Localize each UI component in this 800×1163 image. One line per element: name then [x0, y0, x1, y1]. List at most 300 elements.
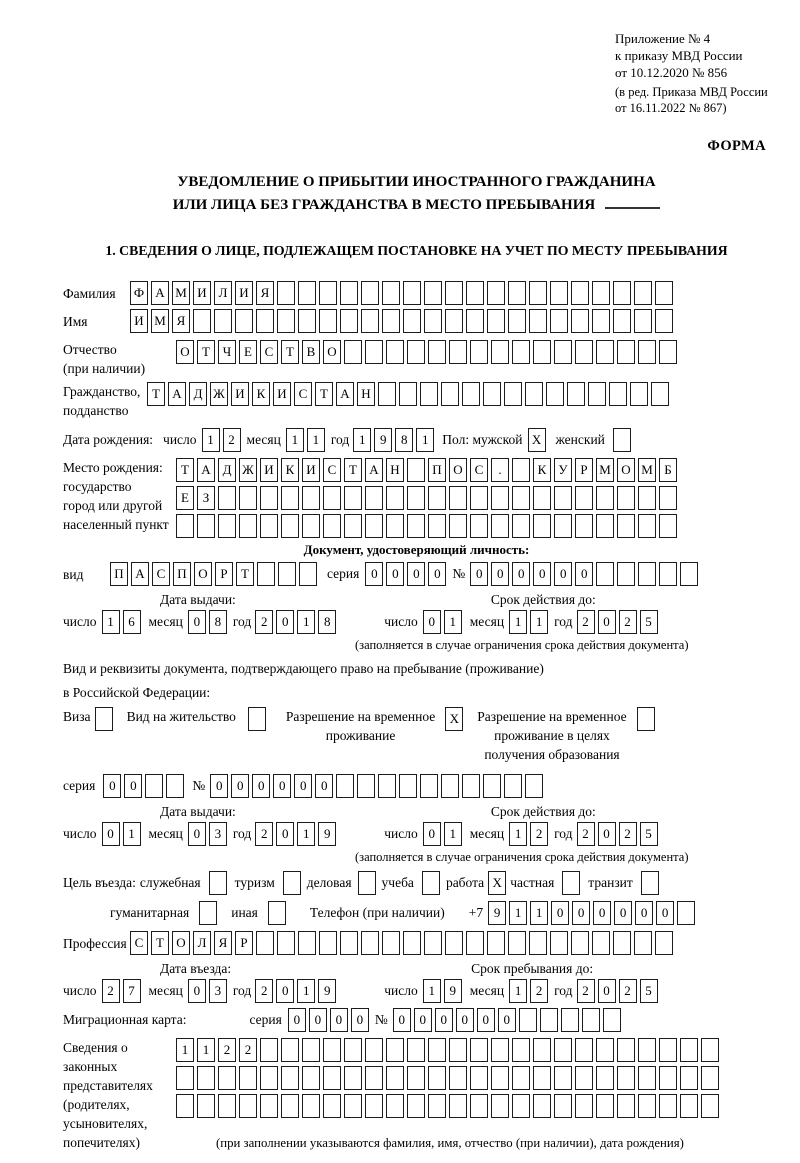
- char-cell[interactable]: [512, 340, 530, 364]
- char-cell[interactable]: 2: [530, 979, 548, 1003]
- char-cell[interactable]: [298, 309, 316, 333]
- char-cell[interactable]: Р: [215, 562, 233, 586]
- char-cell[interactable]: [407, 1038, 425, 1062]
- char-cell[interactable]: 2: [218, 1038, 236, 1062]
- char-cell[interactable]: [449, 1066, 467, 1090]
- char-cell[interactable]: 1: [297, 979, 315, 1003]
- char-cell[interactable]: [659, 486, 677, 510]
- char-cell[interactable]: Н: [357, 382, 375, 406]
- char-cell[interactable]: 1: [444, 822, 462, 846]
- char-cell[interactable]: [344, 340, 362, 364]
- char-cell[interactable]: 0: [273, 774, 291, 798]
- char-cell[interactable]: [634, 281, 652, 305]
- char-cell[interactable]: [561, 1008, 579, 1032]
- char-cell[interactable]: [655, 309, 673, 333]
- char-cell[interactable]: [299, 562, 317, 586]
- char-cell[interactable]: [403, 281, 421, 305]
- char-cell[interactable]: [504, 382, 522, 406]
- char-cell[interactable]: 0: [598, 979, 616, 1003]
- char-cell[interactable]: Ч: [218, 340, 236, 364]
- char-cell[interactable]: [302, 1038, 320, 1062]
- char-cell[interactable]: [638, 562, 656, 586]
- char-cell[interactable]: [659, 514, 677, 538]
- char-cell[interactable]: [302, 486, 320, 510]
- char-cell[interactable]: [466, 309, 484, 333]
- char-cell[interactable]: [361, 931, 379, 955]
- char-cell[interactable]: П: [110, 562, 128, 586]
- char-cell[interactable]: 3: [209, 822, 227, 846]
- char-cell[interactable]: 2: [577, 610, 595, 634]
- char-cell[interactable]: [470, 486, 488, 510]
- char-cell[interactable]: С: [294, 382, 312, 406]
- char-cell[interactable]: [508, 309, 526, 333]
- char-cell[interactable]: [218, 1066, 236, 1090]
- char-cell[interactable]: 5: [640, 979, 658, 1003]
- char-cell[interactable]: [582, 1008, 600, 1032]
- char-cell[interactable]: 1: [297, 610, 315, 634]
- char-cell[interactable]: 0: [315, 774, 333, 798]
- char-cell[interactable]: [613, 931, 631, 955]
- char-cell[interactable]: [235, 309, 253, 333]
- char-cell[interactable]: Р: [575, 458, 593, 482]
- char-cell[interactable]: А: [168, 382, 186, 406]
- char-cell[interactable]: [466, 281, 484, 305]
- char-cell[interactable]: 0: [102, 822, 120, 846]
- char-cell[interactable]: [344, 1038, 362, 1062]
- char-cell[interactable]: [512, 514, 530, 538]
- char-cell[interactable]: 0: [533, 562, 551, 586]
- char-cell[interactable]: 0: [188, 979, 206, 1003]
- char-cell[interactable]: [260, 486, 278, 510]
- char-cell[interactable]: Л: [193, 931, 211, 955]
- char-cell[interactable]: [525, 382, 543, 406]
- char-cell[interactable]: [504, 774, 522, 798]
- checkbox-transit[interactable]: [641, 871, 659, 895]
- char-cell[interactable]: [166, 774, 184, 798]
- char-cell[interactable]: 0: [428, 562, 446, 586]
- char-cell[interactable]: 0: [210, 774, 228, 798]
- char-cell[interactable]: [428, 1038, 446, 1062]
- char-cell[interactable]: [540, 1008, 558, 1032]
- char-cell[interactable]: [407, 1094, 425, 1118]
- char-cell[interactable]: [596, 1094, 614, 1118]
- char-cell[interactable]: [613, 309, 631, 333]
- char-cell[interactable]: [512, 458, 530, 482]
- char-cell[interactable]: [403, 309, 421, 333]
- char-cell[interactable]: [550, 309, 568, 333]
- char-cell[interactable]: А: [151, 281, 169, 305]
- char-cell[interactable]: 2: [255, 822, 273, 846]
- char-cell[interactable]: [508, 931, 526, 955]
- char-cell[interactable]: [529, 281, 547, 305]
- char-cell[interactable]: [382, 281, 400, 305]
- char-cell[interactable]: [365, 514, 383, 538]
- char-cell[interactable]: [176, 1094, 194, 1118]
- char-cell[interactable]: [344, 514, 362, 538]
- char-cell[interactable]: О: [176, 340, 194, 364]
- char-cell[interactable]: Л: [214, 281, 232, 305]
- char-cell[interactable]: [596, 340, 614, 364]
- char-cell[interactable]: [554, 340, 572, 364]
- char-cell[interactable]: 1: [202, 428, 220, 452]
- char-cell[interactable]: 0: [470, 562, 488, 586]
- char-cell[interactable]: 1: [509, 822, 527, 846]
- char-cell[interactable]: [239, 1094, 257, 1118]
- char-cell[interactable]: [445, 931, 463, 955]
- char-cell[interactable]: [428, 340, 446, 364]
- char-cell[interactable]: [399, 774, 417, 798]
- char-cell[interactable]: [680, 1094, 698, 1118]
- char-cell[interactable]: [470, 514, 488, 538]
- char-cell[interactable]: [378, 774, 396, 798]
- char-cell[interactable]: [651, 382, 669, 406]
- char-cell[interactable]: 0: [614, 901, 632, 925]
- char-cell[interactable]: 2: [255, 979, 273, 1003]
- char-cell[interactable]: [260, 1066, 278, 1090]
- char-cell[interactable]: 1: [286, 428, 304, 452]
- char-cell[interactable]: [529, 931, 547, 955]
- checkbox-visa[interactable]: [95, 707, 113, 731]
- char-cell[interactable]: [630, 382, 648, 406]
- char-cell[interactable]: [638, 340, 656, 364]
- char-cell[interactable]: О: [449, 458, 467, 482]
- char-cell[interactable]: 8: [395, 428, 413, 452]
- char-cell[interactable]: [260, 514, 278, 538]
- char-cell[interactable]: [281, 1038, 299, 1062]
- char-cell[interactable]: М: [172, 281, 190, 305]
- char-cell[interactable]: [386, 514, 404, 538]
- char-cell[interactable]: [470, 1038, 488, 1062]
- char-cell[interactable]: [365, 340, 383, 364]
- char-cell[interactable]: 5: [640, 822, 658, 846]
- char-cell[interactable]: 2: [619, 822, 637, 846]
- char-cell[interactable]: 2: [102, 979, 120, 1003]
- checkbox-humanitarian[interactable]: [199, 901, 217, 925]
- char-cell[interactable]: 0: [572, 901, 590, 925]
- char-cell[interactable]: 1: [530, 610, 548, 634]
- char-cell[interactable]: [449, 1038, 467, 1062]
- char-cell[interactable]: 8: [318, 610, 336, 634]
- char-cell[interactable]: 2: [577, 822, 595, 846]
- char-cell[interactable]: 1: [530, 901, 548, 925]
- char-cell[interactable]: 0: [188, 610, 206, 634]
- char-cell[interactable]: 0: [393, 1008, 411, 1032]
- char-cell[interactable]: [634, 931, 652, 955]
- char-cell[interactable]: [575, 340, 593, 364]
- char-cell[interactable]: [655, 281, 673, 305]
- char-cell[interactable]: 0: [365, 562, 383, 586]
- char-cell[interactable]: [365, 1094, 383, 1118]
- char-cell[interactable]: [508, 281, 526, 305]
- char-cell[interactable]: [554, 514, 572, 538]
- char-cell[interactable]: [449, 514, 467, 538]
- char-cell[interactable]: [554, 1066, 572, 1090]
- char-cell[interactable]: [386, 486, 404, 510]
- char-cell[interactable]: [617, 1094, 635, 1118]
- char-cell[interactable]: [428, 514, 446, 538]
- checkbox-private[interactable]: [562, 871, 580, 895]
- char-cell[interactable]: [592, 931, 610, 955]
- char-cell[interactable]: 1: [509, 901, 527, 925]
- char-cell[interactable]: И: [231, 382, 249, 406]
- char-cell[interactable]: [298, 281, 316, 305]
- char-cell[interactable]: 7: [123, 979, 141, 1003]
- char-cell[interactable]: [323, 1066, 341, 1090]
- char-cell[interactable]: 0: [288, 1008, 306, 1032]
- char-cell[interactable]: [386, 1066, 404, 1090]
- char-cell[interactable]: [441, 382, 459, 406]
- char-cell[interactable]: [533, 1094, 551, 1118]
- char-cell[interactable]: [680, 562, 698, 586]
- char-cell[interactable]: [617, 562, 635, 586]
- char-cell[interactable]: [218, 486, 236, 510]
- char-cell[interactable]: [407, 340, 425, 364]
- char-cell[interactable]: [596, 562, 614, 586]
- char-cell[interactable]: Я: [214, 931, 232, 955]
- char-cell[interactable]: [638, 1094, 656, 1118]
- char-cell[interactable]: Е: [176, 486, 194, 510]
- checkbox-residence-permit[interactable]: [248, 707, 266, 731]
- checkbox-female[interactable]: [613, 428, 631, 452]
- char-cell[interactable]: [365, 1066, 383, 1090]
- char-cell[interactable]: 0: [414, 1008, 432, 1032]
- char-cell[interactable]: [344, 486, 362, 510]
- char-cell[interactable]: И: [235, 281, 253, 305]
- char-cell[interactable]: 3: [209, 979, 227, 1003]
- char-cell[interactable]: [302, 514, 320, 538]
- char-cell[interactable]: [634, 309, 652, 333]
- char-cell[interactable]: [659, 1038, 677, 1062]
- char-cell[interactable]: 1: [102, 610, 120, 634]
- char-cell[interactable]: К: [533, 458, 551, 482]
- char-cell[interactable]: [512, 1094, 530, 1118]
- char-cell[interactable]: [256, 931, 274, 955]
- char-cell[interactable]: Ж: [239, 458, 257, 482]
- char-cell[interactable]: [428, 1094, 446, 1118]
- char-cell[interactable]: Т: [147, 382, 165, 406]
- char-cell[interactable]: [386, 1038, 404, 1062]
- char-cell[interactable]: С: [323, 458, 341, 482]
- char-cell[interactable]: А: [131, 562, 149, 586]
- char-cell[interactable]: [257, 562, 275, 586]
- char-cell[interactable]: [533, 1038, 551, 1062]
- char-cell[interactable]: 9: [318, 979, 336, 1003]
- char-cell[interactable]: [365, 486, 383, 510]
- char-cell[interactable]: [424, 931, 442, 955]
- char-cell[interactable]: [491, 1066, 509, 1090]
- char-cell[interactable]: [546, 382, 564, 406]
- char-cell[interactable]: [424, 309, 442, 333]
- char-cell[interactable]: И: [273, 382, 291, 406]
- char-cell[interactable]: .: [491, 458, 509, 482]
- char-cell[interactable]: Ж: [210, 382, 228, 406]
- char-cell[interactable]: 0: [231, 774, 249, 798]
- char-cell[interactable]: [407, 514, 425, 538]
- char-cell[interactable]: [218, 514, 236, 538]
- char-cell[interactable]: [638, 486, 656, 510]
- char-cell[interactable]: [361, 309, 379, 333]
- char-cell[interactable]: [344, 1066, 362, 1090]
- char-cell[interactable]: [512, 1038, 530, 1062]
- char-cell[interactable]: 0: [423, 610, 441, 634]
- char-cell[interactable]: Т: [344, 458, 362, 482]
- char-cell[interactable]: 2: [255, 610, 273, 634]
- char-cell[interactable]: [382, 931, 400, 955]
- char-cell[interactable]: Т: [176, 458, 194, 482]
- char-cell[interactable]: [571, 309, 589, 333]
- char-cell[interactable]: 1: [197, 1038, 215, 1062]
- char-cell[interactable]: О: [194, 562, 212, 586]
- char-cell[interactable]: А: [336, 382, 354, 406]
- char-cell[interactable]: 6: [123, 610, 141, 634]
- char-cell[interactable]: 1: [509, 979, 527, 1003]
- char-cell[interactable]: [680, 1066, 698, 1090]
- char-cell[interactable]: 0: [188, 822, 206, 846]
- char-cell[interactable]: [420, 382, 438, 406]
- char-cell[interactable]: [617, 340, 635, 364]
- char-cell[interactable]: [319, 309, 337, 333]
- char-cell[interactable]: Д: [218, 458, 236, 482]
- char-cell[interactable]: [571, 281, 589, 305]
- char-cell[interactable]: [462, 382, 480, 406]
- char-cell[interactable]: [588, 382, 606, 406]
- char-cell[interactable]: 0: [598, 610, 616, 634]
- char-cell[interactable]: [554, 486, 572, 510]
- char-cell[interactable]: [677, 901, 695, 925]
- char-cell[interactable]: [407, 458, 425, 482]
- char-cell[interactable]: И: [130, 309, 148, 333]
- char-cell[interactable]: И: [302, 458, 320, 482]
- char-cell[interactable]: [529, 309, 547, 333]
- char-cell[interactable]: [462, 774, 480, 798]
- char-cell[interactable]: [281, 1094, 299, 1118]
- char-cell[interactable]: [470, 1094, 488, 1118]
- char-cell[interactable]: [441, 774, 459, 798]
- char-cell[interactable]: [449, 486, 467, 510]
- char-cell[interactable]: [281, 486, 299, 510]
- char-cell[interactable]: [145, 774, 163, 798]
- char-cell[interactable]: [603, 1008, 621, 1032]
- char-cell[interactable]: М: [151, 309, 169, 333]
- char-cell[interactable]: 0: [477, 1008, 495, 1032]
- char-cell[interactable]: [277, 309, 295, 333]
- char-cell[interactable]: С: [130, 931, 148, 955]
- char-cell[interactable]: 1: [307, 428, 325, 452]
- char-cell[interactable]: 9: [374, 428, 392, 452]
- char-cell[interactable]: 1: [416, 428, 434, 452]
- char-cell[interactable]: [470, 340, 488, 364]
- char-cell[interactable]: [487, 281, 505, 305]
- checkbox-other[interactable]: [268, 901, 286, 925]
- char-cell[interactable]: [386, 340, 404, 364]
- char-cell[interactable]: [323, 486, 341, 510]
- char-cell[interactable]: [277, 281, 295, 305]
- char-cell[interactable]: [533, 486, 551, 510]
- char-cell[interactable]: 0: [407, 562, 425, 586]
- char-cell[interactable]: З: [197, 486, 215, 510]
- char-cell[interactable]: 9: [488, 901, 506, 925]
- char-cell[interactable]: 1: [509, 610, 527, 634]
- char-cell[interactable]: С: [260, 340, 278, 364]
- char-cell[interactable]: [575, 486, 593, 510]
- char-cell[interactable]: Б: [659, 458, 677, 482]
- char-cell[interactable]: А: [365, 458, 383, 482]
- checkbox-rvp-education[interactable]: [637, 707, 655, 731]
- char-cell[interactable]: 0: [276, 979, 294, 1003]
- char-cell[interactable]: Я: [172, 309, 190, 333]
- char-cell[interactable]: 1: [176, 1038, 194, 1062]
- char-cell[interactable]: [386, 1094, 404, 1118]
- char-cell[interactable]: [256, 309, 274, 333]
- char-cell[interactable]: 0: [103, 774, 121, 798]
- char-cell[interactable]: [659, 1066, 677, 1090]
- char-cell[interactable]: [260, 1038, 278, 1062]
- char-cell[interactable]: 0: [635, 901, 653, 925]
- char-cell[interactable]: 0: [294, 774, 312, 798]
- char-cell[interactable]: [659, 1094, 677, 1118]
- char-cell[interactable]: [176, 514, 194, 538]
- char-cell[interactable]: [399, 382, 417, 406]
- char-cell[interactable]: Д: [189, 382, 207, 406]
- char-cell[interactable]: [420, 774, 438, 798]
- char-cell[interactable]: [554, 1094, 572, 1118]
- char-cell[interactable]: 0: [575, 562, 593, 586]
- char-cell[interactable]: 0: [512, 562, 530, 586]
- char-cell[interactable]: 0: [498, 1008, 516, 1032]
- char-cell[interactable]: К: [252, 382, 270, 406]
- char-cell[interactable]: 0: [456, 1008, 474, 1032]
- char-cell[interactable]: 0: [435, 1008, 453, 1032]
- char-cell[interactable]: 0: [330, 1008, 348, 1032]
- char-cell[interactable]: [596, 486, 614, 510]
- char-cell[interactable]: [260, 1094, 278, 1118]
- char-cell[interactable]: [281, 514, 299, 538]
- char-cell[interactable]: [365, 1038, 383, 1062]
- char-cell[interactable]: [567, 382, 585, 406]
- char-cell[interactable]: [357, 774, 375, 798]
- char-cell[interactable]: 0: [551, 901, 569, 925]
- char-cell[interactable]: [613, 281, 631, 305]
- char-cell[interactable]: [525, 774, 543, 798]
- char-cell[interactable]: Ф: [130, 281, 148, 305]
- char-cell[interactable]: 1: [123, 822, 141, 846]
- char-cell[interactable]: И: [193, 281, 211, 305]
- char-cell[interactable]: И: [260, 458, 278, 482]
- char-cell[interactable]: [239, 514, 257, 538]
- char-cell[interactable]: [445, 281, 463, 305]
- char-cell[interactable]: Н: [386, 458, 404, 482]
- char-cell[interactable]: [487, 931, 505, 955]
- char-cell[interactable]: [277, 931, 295, 955]
- char-cell[interactable]: [193, 309, 211, 333]
- char-cell[interactable]: [512, 1066, 530, 1090]
- char-cell[interactable]: [323, 514, 341, 538]
- char-cell[interactable]: [533, 514, 551, 538]
- char-cell[interactable]: [659, 562, 677, 586]
- char-cell[interactable]: [344, 1094, 362, 1118]
- char-cell[interactable]: [378, 382, 396, 406]
- char-cell[interactable]: [491, 1094, 509, 1118]
- char-cell[interactable]: 2: [530, 822, 548, 846]
- char-cell[interactable]: С: [470, 458, 488, 482]
- char-cell[interactable]: [197, 1066, 215, 1090]
- char-cell[interactable]: [533, 340, 551, 364]
- char-cell[interactable]: [407, 486, 425, 510]
- char-cell[interactable]: 0: [656, 901, 674, 925]
- char-cell[interactable]: [361, 281, 379, 305]
- char-cell[interactable]: 0: [554, 562, 572, 586]
- char-cell[interactable]: [428, 1066, 446, 1090]
